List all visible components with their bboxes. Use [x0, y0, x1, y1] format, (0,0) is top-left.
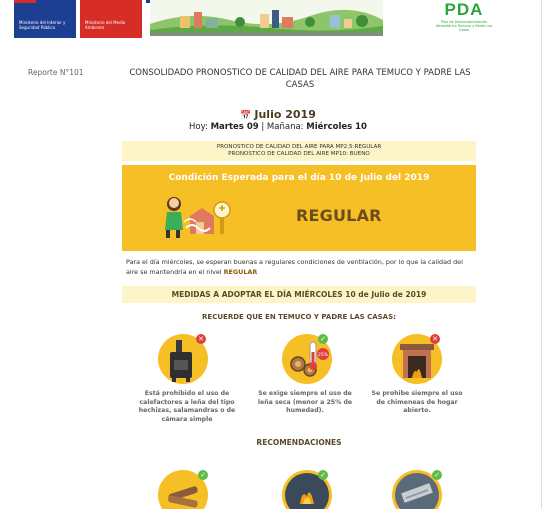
- prohibited-badge-icon: ✕: [196, 334, 206, 344]
- allowed-badge-icon: ✓: [318, 470, 328, 480]
- report-title: CONSOLIDADO PRONOSTICO DE CALIDAD DEL AIRE PARA TEMUCO Y PADRE LAS CASAS: [129, 68, 471, 90]
- tomorrow-label: | Mañana:: [261, 122, 304, 132]
- ministry-interior-label: Ministerio del Interior y Seguridad Pública: [19, 20, 66, 30]
- month-heading: [150, 108, 406, 121]
- pda-logo-subtitle: Plan de Descontaminación Atmosférica Temuco y Padre Las Casas: [435, 20, 493, 32]
- measures-heading: MEDIDAS A ADOPTAR EL DÍA MIÉRCOLES 10 de Julio de 2019: [122, 286, 476, 303]
- remember-caption-fireplace: Se prohibe siempre el uso de chimeneas de hogar abierto.: [371, 390, 463, 414]
- calendar-icon: 📅: [240, 111, 252, 121]
- pda-logo-mark: PDA: [444, 0, 484, 19]
- allowed-badge-icon: ✓: [198, 470, 208, 480]
- forecast-summary-box: [122, 141, 476, 161]
- forecast-mp10: PRONOSTICO DE CALIDAD DEL AIRE MP10: BUENO: [228, 151, 370, 157]
- ministry-environment-logo: [80, 0, 142, 38]
- forecast-mp25: PRONOSTICO DE CALIDAD DEL AIRE PARA MP2,5:REGULAR: [216, 144, 382, 150]
- report-number: Reporte N°101: [28, 68, 84, 77]
- page-edge-divider: [541, 0, 542, 509]
- condition-level: REGULAR: [296, 206, 382, 225]
- city-banner-illustration: [150, 0, 383, 36]
- condition-title: Condición Esperada para el día 10 de Julio del 2019: [168, 173, 430, 183]
- tomorrow-value: Miércoles 10: [306, 122, 367, 132]
- regular-air-quality-icon: [162, 188, 236, 240]
- allowed-badge-icon: ✓: [318, 334, 328, 344]
- humidity-label: 25%: [317, 353, 329, 358]
- allowed-badge-icon: ✓: [432, 470, 442, 480]
- ministry-environment-label: Ministerio del Medio Ambiente: [85, 20, 126, 30]
- month-label: Julio 2019: [254, 108, 316, 121]
- pda-logo: [432, 0, 496, 38]
- forecast-paragraph-level: REGULAR: [223, 267, 258, 276]
- remember-caption-stove: Está prohibido el uso de calefactores a leña del tipo hechizas, salamandras o de cámara simple: [138, 390, 236, 423]
- remember-caption-wood: Se exige siempre el uso de leña seca (menor a 25% de humedad).: [257, 390, 353, 414]
- forecast-paragraph: [126, 258, 474, 277]
- recommendations-heading: RECOMENDACIONES: [256, 438, 342, 447]
- date-line: [150, 122, 406, 132]
- remember-heading: RECUERDE QUE EN TEMUCO Y PADRE LAS CASAS:: [202, 313, 396, 321]
- today-value: Martes 09: [210, 122, 259, 132]
- prohibited-badge-icon: ✕: [430, 334, 440, 344]
- today-label: Hoy:: [189, 122, 208, 132]
- government-logo: [14, 0, 142, 38]
- ministry-interior-logo: [14, 0, 76, 38]
- forecast-paragraph-text: Para el día miércoles, se esperan buenas a regulares condiciones de ventilación, por lo que la calidad del aire se mantendría en el nivel: [126, 258, 463, 276]
